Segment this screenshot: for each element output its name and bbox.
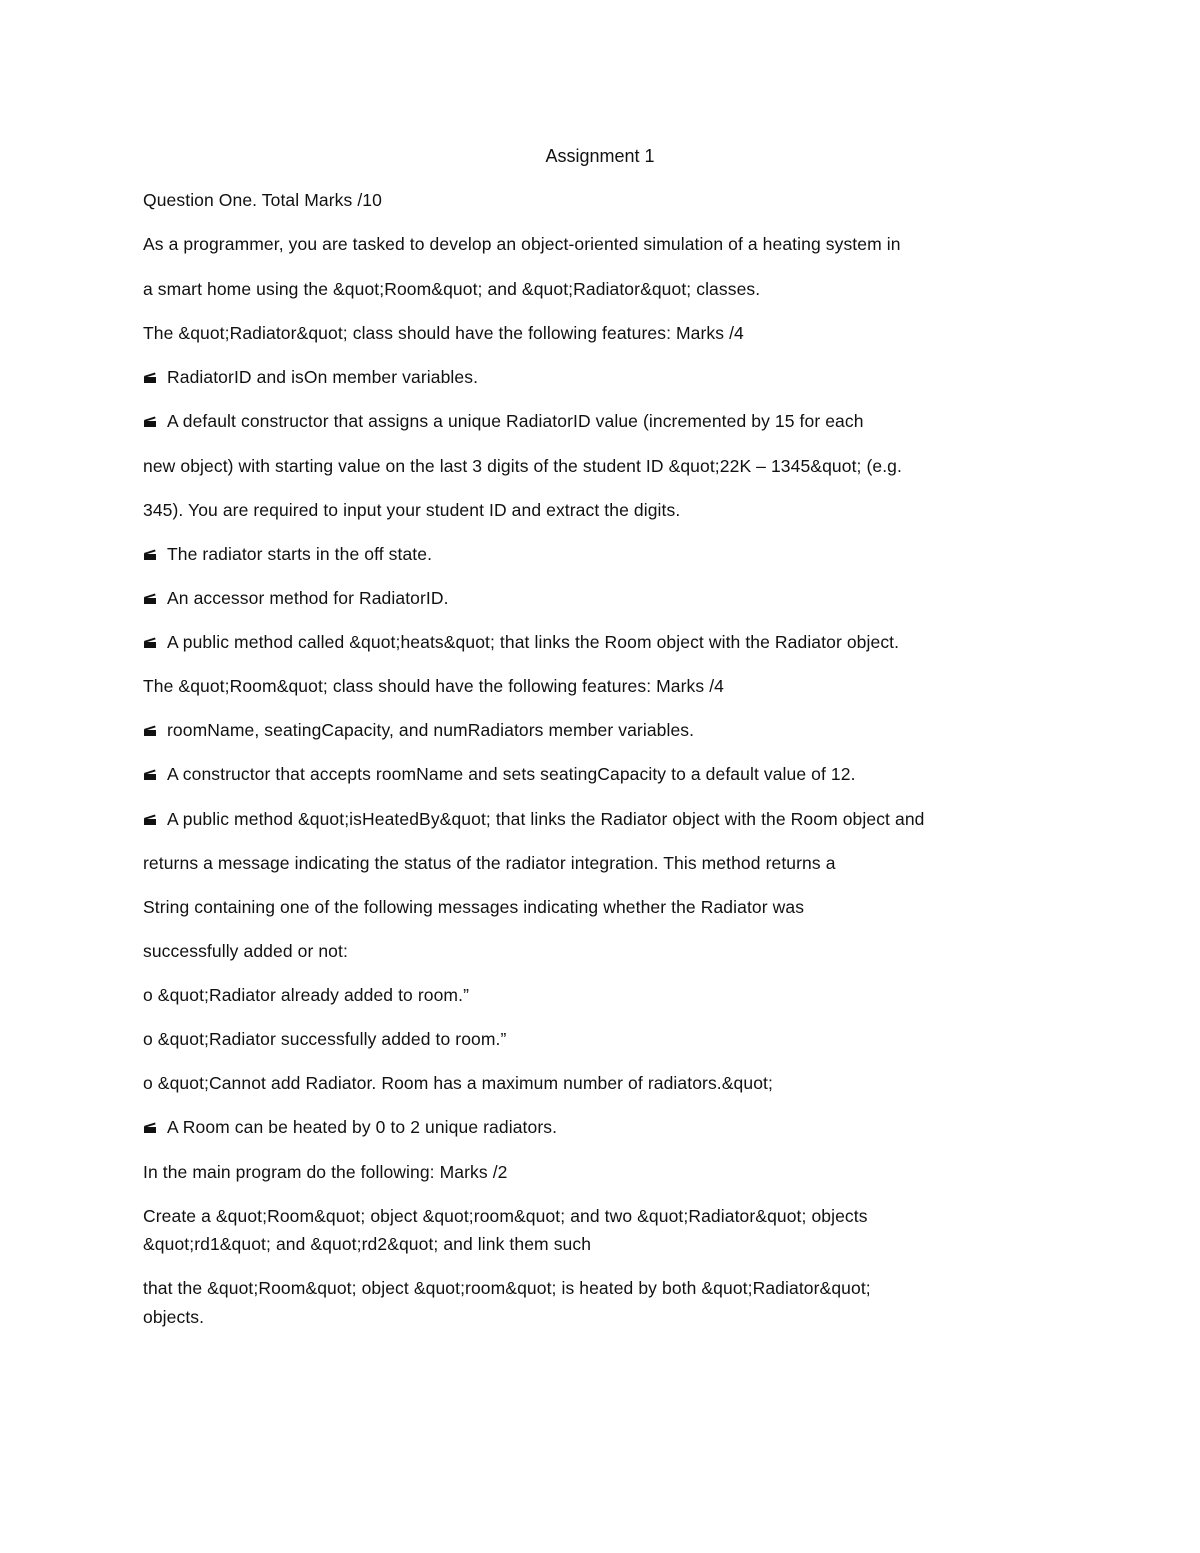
continuation-line: successfully added or not:	[143, 941, 348, 961]
intro-line-1: As a programmer, you are tasked to develop an object-oriented simulation of a heating system in	[143, 234, 901, 254]
radiator-bullet-item	[143, 366, 478, 388]
radiator-bullet-item	[143, 587, 449, 609]
bullet-text: The radiator starts in the off state.	[167, 544, 433, 564]
clapperboard-icon	[143, 769, 157, 781]
intro-line-2: a smart home using the &quot;Room&quot; and &quot;Radiator&quot; classes.	[143, 279, 761, 299]
continuation-line: returns a message indicating the status of the radiator integration. This method returns a	[143, 853, 836, 873]
question-heading: Question One. Total Marks /10	[143, 190, 382, 210]
clapperboard-icon	[143, 1122, 157, 1134]
clapperboard-icon	[143, 549, 157, 561]
bullet-text: roomName, seatingCapacity, and numRadiators member variables.	[167, 720, 695, 740]
message-option: o &quot;Radiator already added to room.”	[143, 985, 469, 1005]
clapperboard-icon	[143, 416, 157, 428]
message-option: o &quot;Cannot add Radiator. Room has a maximum number of radiators.&quot;	[143, 1073, 773, 1093]
main-program-line: Create a &quot;Room&quot; object &quot;room&quot; and two &quot;Radiator&quot; objects	[143, 1206, 868, 1226]
clapperboard-icon	[143, 814, 157, 826]
main-program-line: &quot;rd1&quot; and &quot;rd2&quot; and link them such	[143, 1234, 592, 1254]
radiator-section-heading: The &quot;Radiator&quot; class should have the following features: Marks /4	[143, 323, 744, 343]
bullet-text: A constructor that accepts roomName and sets seatingCapacity to a default value of 12.	[167, 764, 856, 784]
bullet-text: A default constructor that assigns a unique RadiatorID value (incremented by 15 for each	[167, 411, 864, 431]
radiator-bullet-item	[143, 631, 899, 653]
continuation-line: 345). You are required to input your student ID and extract the digits.	[143, 500, 681, 520]
document-title: Assignment 1	[545, 146, 655, 166]
message-option: o &quot;Radiator successfully added to room.”	[143, 1029, 507, 1049]
bullet-text: A Room can be heated by 0 to 2 unique radiators.	[167, 1117, 558, 1137]
bullet-text: An accessor method for RadiatorID.	[167, 588, 449, 608]
room-section-heading: The &quot;Room&quot; class should have the following features: Marks /4	[143, 676, 725, 696]
bullet-text: RadiatorID and isOn member variables.	[167, 367, 479, 387]
clapperboard-icon	[143, 637, 157, 649]
room-bullet-item	[143, 719, 694, 741]
room-bullet-item	[143, 1116, 557, 1138]
room-bullet-item	[143, 808, 924, 830]
clapperboard-icon	[143, 593, 157, 605]
continuation-line: String containing one of the following messages indicating whether the Radiator was	[143, 897, 805, 917]
room-bullet-item	[143, 763, 856, 785]
radiator-bullet-item	[143, 410, 864, 432]
clapperboard-icon	[143, 725, 157, 737]
bullet-text: A public method &quot;isHeatedBy&quot; that links the Radiator object with the Room object and	[167, 809, 925, 829]
radiator-bullet-item	[143, 543, 432, 565]
bullet-text: A public method called &quot;heats&quot; that links the Room object with the Radiator object.	[167, 632, 900, 652]
main-program-line: that the &quot;Room&quot; object &quot;room&quot; is heated by both &quot;Radiator&quot;	[143, 1278, 871, 1298]
continuation-line: new object) with starting value on the last 3 digits of the student ID &quot;22K – 1345&quot; (e.g.	[143, 456, 902, 476]
main-program-heading: In the main program do the following: Marks /2	[143, 1162, 508, 1182]
clapperboard-icon	[143, 372, 157, 384]
main-program-line: objects.	[143, 1307, 205, 1327]
